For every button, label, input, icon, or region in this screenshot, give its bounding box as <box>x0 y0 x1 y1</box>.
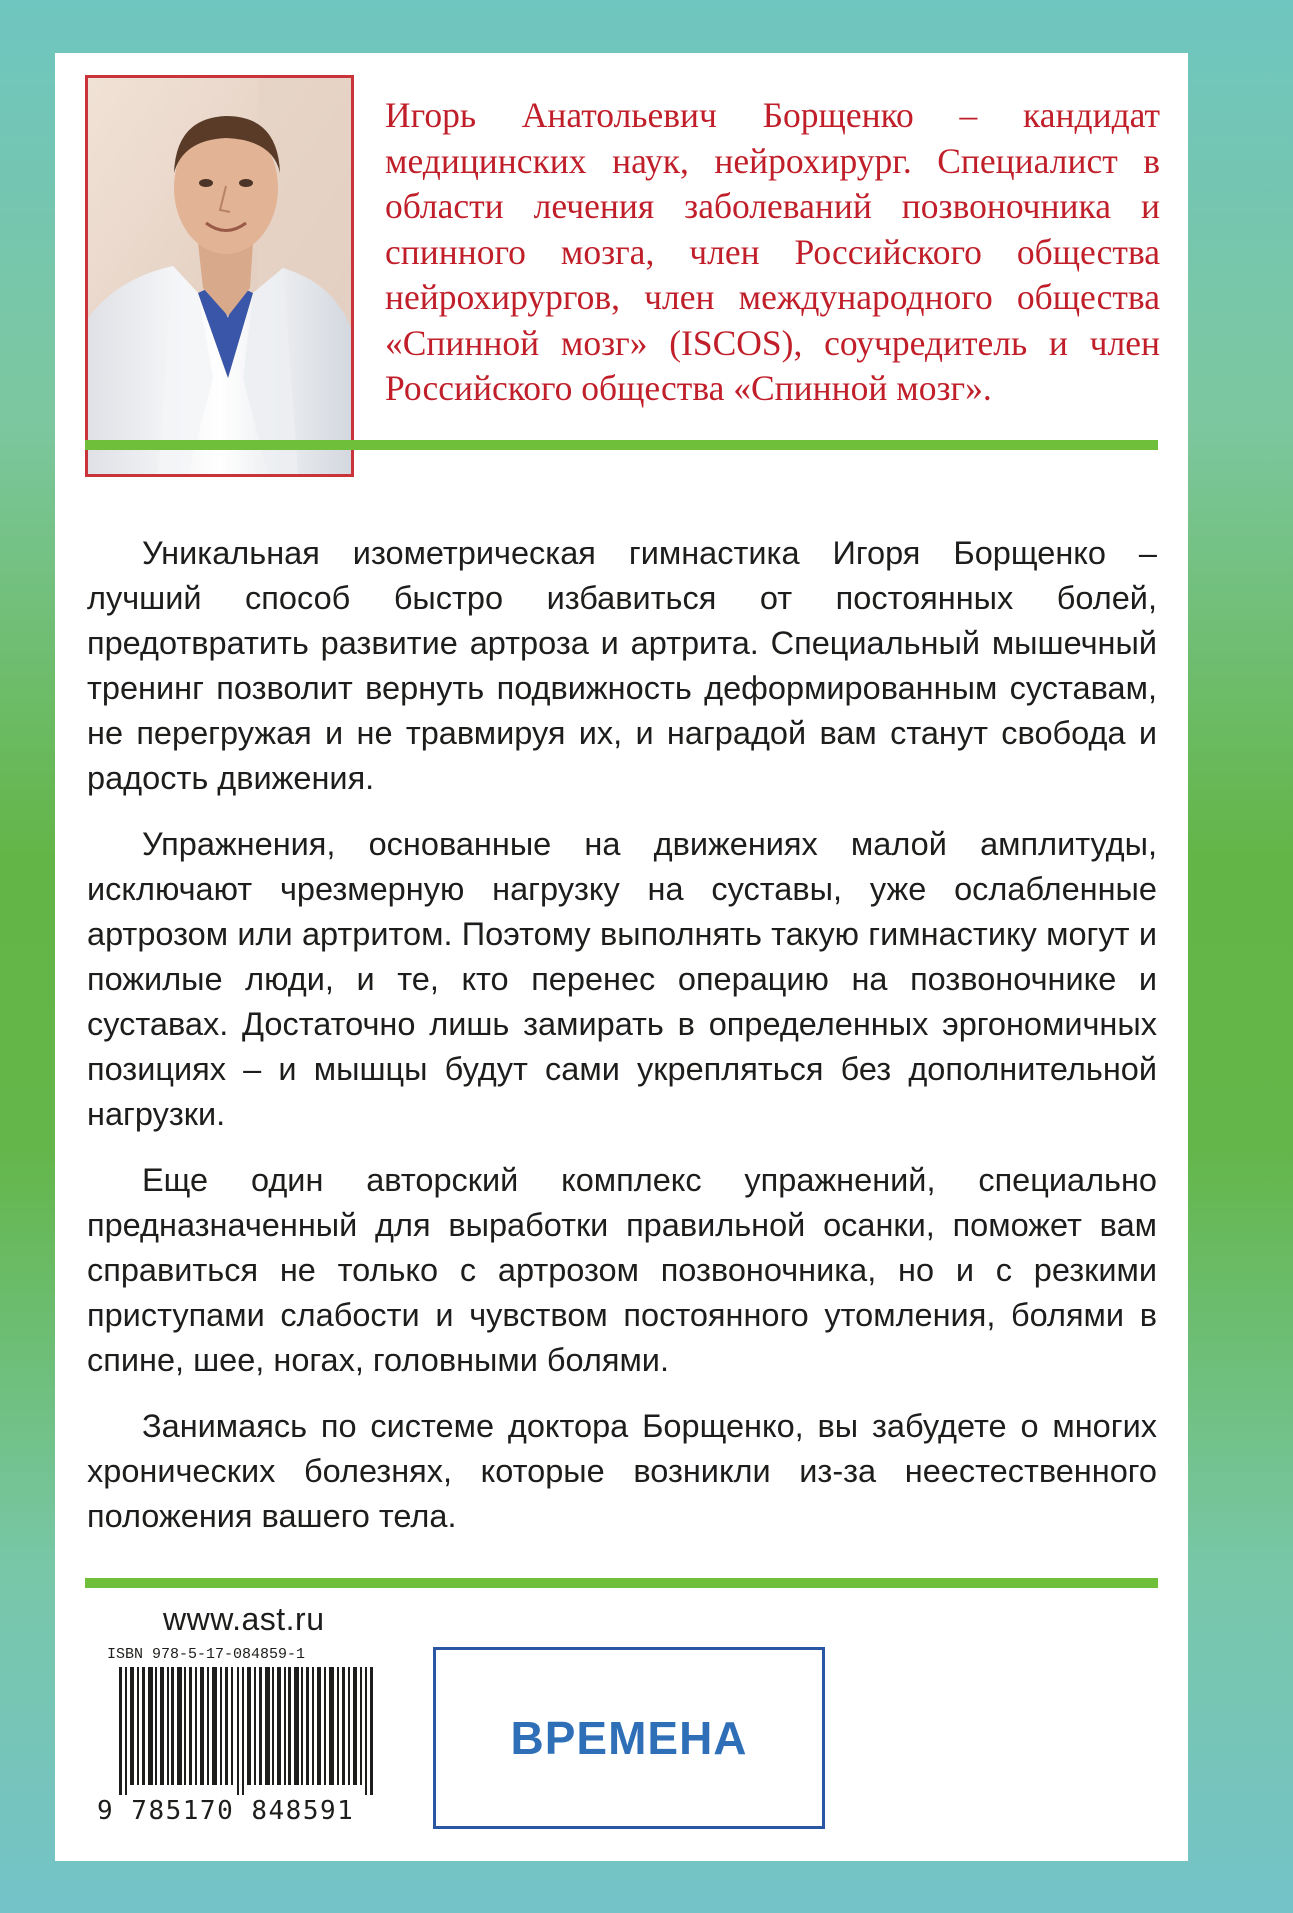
publisher-website: www.ast.ru <box>163 1601 325 1637</box>
bottom-divider <box>85 1578 1158 1588</box>
publisher-logo-text: ВРЕМЕНА <box>510 1712 748 1764</box>
isbn-barcode <box>97 1646 392 1838</box>
description-paragraph-3: Еще один авторский комплекс упражнений, специально предназначенный для выработки правильной осанки, поможет вам справиться не только с артрозом позвоночника, но и с резкими приступами слабости и чувством постоянного утомления, болями в спине, шее, ногах, головными болями. <box>87 1162 1157 1378</box>
description-paragraph-1: Уникальная изометрическая гимнастика Игоря Борщенко – лучший способ быстро избавиться от постоянных болей, предотвратить развитие артроза и артрита. Специальный мышечный тренинг позволит вернуть подвижность деформированным суставам, не перегружая и не травмируя их, и наградой вам станут свобода и радость движения. <box>87 535 1157 796</box>
description-paragraph-4: Занимаясь по системе доктора Борщенко, вы забудете о многих хронических болезнях, которые возникли из-за неестественного положения вашего тела. <box>87 1408 1157 1534</box>
back-cover-panel <box>55 53 1188 1861</box>
publisher-logo <box>433 1647 825 1829</box>
top-divider <box>85 440 1158 450</box>
description <box>87 531 1157 1560</box>
barcode-icon <box>97 1667 392 1795</box>
author-portrait-image <box>88 78 351 474</box>
isbn-label: ISBN 978-5-17-084859-1 <box>107 1646 306 1663</box>
description-paragraph-2: Упражнения, основанные на движениях малой амплитуды, исключают чрезмерную нагрузку на суставы, уже ослабленные артрозом или артритом. Поэтому выполнять такую гимнастику могут и пожилые люди, и те, кто перенес операцию на позвоночнике и суставах. Достаточно лишь замирать в определенных эргономичных позициях – и мышцы будут сами укрепляться без дополнительной нагрузки. <box>87 826 1157 1132</box>
author-photo <box>85 75 354 477</box>
barcode-digits: 9 785170 848591 <box>97 1796 355 1826</box>
author-bio: Игорь Анатольевич Борщенко – кандидат медицинских наук, нейрохирург. Специалист в области лечения заболеваний позвоночника и спинного мозга, член Российского общества нейрохирургов, член международного общества «Спинной мозг» (ISCOS), соучредитель и член Российского общества «Спинной мозг». <box>385 95 1160 408</box>
